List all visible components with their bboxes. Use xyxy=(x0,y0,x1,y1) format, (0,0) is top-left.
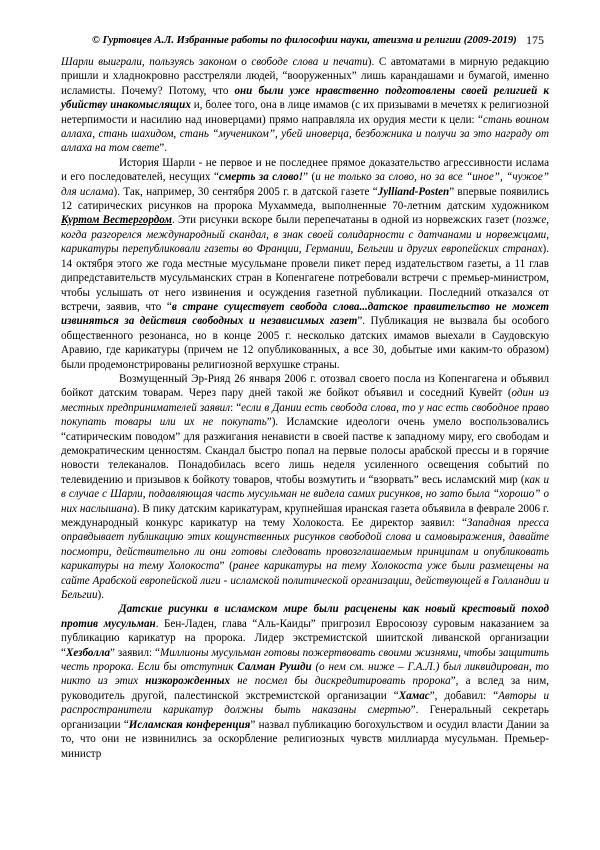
text-span: Западная пресса оправдывает публикацию этих кощунственных рисунков свободой слова и самовыражения, давайте посмотри, действительно ли они готовы следовать провозглашаемым принципам и опубликовать карикатуры на тему Холокоста xyxy=(61,517,549,573)
text-span xyxy=(378,186,450,198)
text-span xyxy=(145,675,230,687)
text-span xyxy=(129,719,251,731)
text-span: История Шарли - не первое и не последнее прямое доказательство агрессивности ислама и его последователей, несущих “ xyxy=(61,156,549,184)
text-span: стань воином аллаха, стань шахидом, стань “мучеником”, убей иноверца, безбожника и получи за это награду от аллаха на том свете xyxy=(61,113,549,155)
text-span: : “ xyxy=(230,401,242,414)
text-span: ”. Генеральный секретарь организации “ xyxy=(61,704,549,731)
text-span: они были уже нравственно подготовлены своей религией к убийству инакомыслящих xyxy=(61,84,549,112)
text-span: ). xyxy=(97,589,104,602)
text-span: . Эти рисунки вскоре были перепечатаны в одной из норвежских газет ( xyxy=(172,214,517,227)
text-span xyxy=(399,690,430,702)
text-span: ” ( xyxy=(303,171,316,184)
page-number: 175 xyxy=(526,33,544,47)
text-span: ”. xyxy=(159,142,167,155)
text-span: если в Дании есть свобода слова, то у нас есть свободное право покупать товары или их не покупать xyxy=(61,401,549,429)
text-span: ” впервые появились 12 сатирических рисунков на пророка Мухаммеда, выполненные 70-летним датским художником xyxy=(61,185,549,213)
text-span: ”, а вслед за ним, руководитель другой, палестинской экстремистской организации “ xyxy=(61,675,549,702)
text-span: как и в случае с Шарли, подавляющая часть мусульман не видела самих рисунков, но зато была “хорошо” о них наслышана xyxy=(61,473,549,515)
text-span: ”). Исламские идеологи очень умело воспользовались “сатирическим поводом” для разжигания ненависти в своей пастве к западному миру, его свободам и демократическим ценностям. Скандал быстро попал на первые полосы арабской прессы и в горячие новости телеканалов. Понадобилась всего лишь неделя усиленного освещения событий по телевидению и призывов к бойкоту товаров, чтобы возмутить и “взорвать” весь исламский мир ( xyxy=(61,416,549,486)
text-span xyxy=(237,661,311,673)
text-span: и не только за слово, но за все “иное”, “чужое” для ислама xyxy=(61,171,549,198)
text-span: ” ( xyxy=(219,560,233,573)
text-span: Хамас xyxy=(398,689,430,702)
text-span: Шарли выиграли, пользуясь законом о свободе слова и печати xyxy=(61,56,368,68)
text-span xyxy=(219,171,303,183)
running-header xyxy=(92,34,544,50)
document-body xyxy=(61,55,549,761)
text-span: Возмущенный Эр-Рияд 26 января 2006 г. отозвал своего посла из Копенгагена и объявил бойкот датским товарам. Через пару дней такой же бойкот объявил и соседний Кувейт ( xyxy=(61,372,549,400)
text-span xyxy=(66,647,110,659)
text-span: ранее карикатуры на тему Холокоста уже были размещены на сайте Арабской европейской лиги - исламской политической организации, действующей в Голландии и Бельгии xyxy=(61,560,549,602)
text-span: Jylliand-Posten xyxy=(377,185,450,198)
text-span: позже, когда разгорелся международный скандал, в знак своей солидарности с датчанами и норвежцами, карикатуры перепубликовали газеты во Франции, Германии, Бельгии и других европейских странах xyxy=(61,214,550,256)
text-span: ”, добавил: “ xyxy=(429,689,499,702)
paragraph-2 xyxy=(61,156,549,372)
text-span: ”. Публикация не вызвала бы особого общественного резонанса, но в конце 2005 г. несколько датских имамов выехали в Саудовскую Аравию, где карикатуры (причем не 12 опубликованных, а все 30, добытые ими каким-то образом) были продемонстрированы религиозной верхушке страны. xyxy=(61,315,549,371)
text-span: Авторы и распространители карикатур должны быть наказаны смертью xyxy=(61,689,550,717)
text-span: Датские рисунки в исламском мире были расценены как новый крестовый поход против мусульман xyxy=(61,603,549,630)
text-span: ” назвал публикацию богохульством и осудил власти Дании за то, что они не извинились за оскорбление религиозных чувств миллиарда мусульман. Премьер-министр xyxy=(61,718,549,760)
paragraph-4 xyxy=(61,602,549,760)
text-span: . Бен-Ладен, глава “Аль-Каиды” пригрозил Евросоюзу суровым наказанием за публикацию карикатур на пророка. Лидер экстремистской шиитской ливанской организации “ xyxy=(61,617,550,659)
text-span: Хезболла xyxy=(65,646,111,659)
text-span: (о нем см. ниже – Г.А.Л.) был ликвидирован, то никто из этих xyxy=(61,661,549,688)
paragraph-3 xyxy=(61,372,549,603)
text-span: ). Так, например, 30 сентября 2005 г. в датской газете “ xyxy=(113,185,378,198)
paragraph-1 xyxy=(61,55,549,156)
text-span: один из местных предпринимателей заявил xyxy=(61,387,549,414)
text-span: Миллионы мусульман готовы пожертвовать своими жизнями, чтобы защитить честь пророка. Если бы отступник xyxy=(61,646,549,674)
text-span: Салман Рушди xyxy=(237,661,312,674)
text-span xyxy=(61,214,172,226)
text-span: ). 14 октября этого же года местные мусульмане провели пикет перед издательством газеты, а 11 глав дипредставительств мусульманских стран в Копенгагене потребовали встречи с премьер-министром, чтобы услышать от него извинения и осуждения газетной публикации. Последний отказался от встречи, заявив, что “ xyxy=(61,243,549,313)
text-span: в стране существует свобода слова...датское правительство не может извиняться за действия свободных и независимых газет xyxy=(61,300,549,328)
text-span: и, более того, она в лице имамов (с их призывами в мечетях к религиозной нетерпимости и насилию над иноверцами) прямо направляла их орудия мести к цели: “ xyxy=(61,99,549,126)
text-span: Исламская конференция xyxy=(128,718,251,731)
text-span: Куртом Вестергордом xyxy=(61,214,172,227)
text-span: ” заявил: “ xyxy=(110,646,160,659)
text-span: ). С автоматами в мирную редакцию пришли и хладнокровно расстреляли людей, “вооруженных” лишь карандашами и бумагой, именно исламисты. Почему? Потому, что xyxy=(61,56,549,97)
text-span: не посмел бы дискредитировать пророка xyxy=(230,675,451,688)
header-title: © Гуртовцев А.Л. Избранные работы по философии науки, атеизма и религии (2009-2019) xyxy=(92,35,517,46)
text-span: смерть за слово! xyxy=(218,171,304,184)
text-span: ). В пику датским карикатурам, крупнейшая иранская газета объявила в феврале 2006 г. международный конкурс карикатур на тему Холокоста. Ее директор заявил: “ xyxy=(61,502,550,529)
text-span: низкорожденных xyxy=(145,675,231,688)
